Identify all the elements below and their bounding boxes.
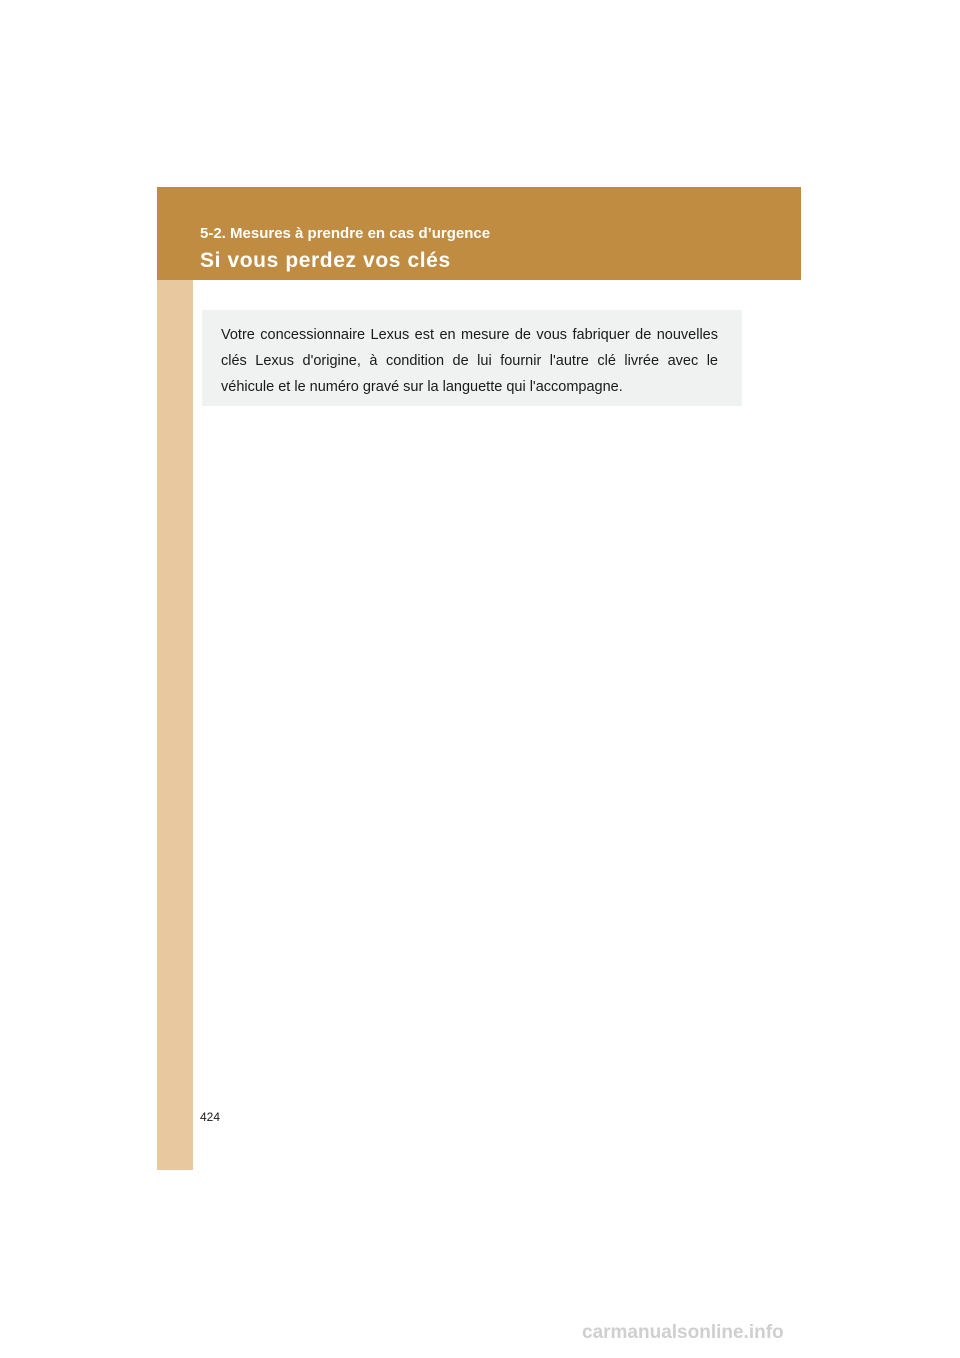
page-number: 424 — [200, 1110, 221, 1124]
side-tab-strip — [157, 280, 193, 1170]
chapter-header — [157, 187, 801, 280]
info-box — [202, 310, 742, 406]
info-text: Votre concessionnaire Lexus est en mesure de vous fabriquer de nouvelles clés Lexus d'origine, à condition de lui fournir l'autre clé livrée avec le véhicule et le numéro gravé sur la languette qui l'accompagne. — [221, 327, 718, 395]
watermark: carmanualsonline.info — [582, 1322, 784, 1343]
section-label: 5-2. Mesures à prendre en cas d’urgence — [200, 225, 491, 242]
page-title: Si vous perdez vos clés — [200, 249, 451, 272]
